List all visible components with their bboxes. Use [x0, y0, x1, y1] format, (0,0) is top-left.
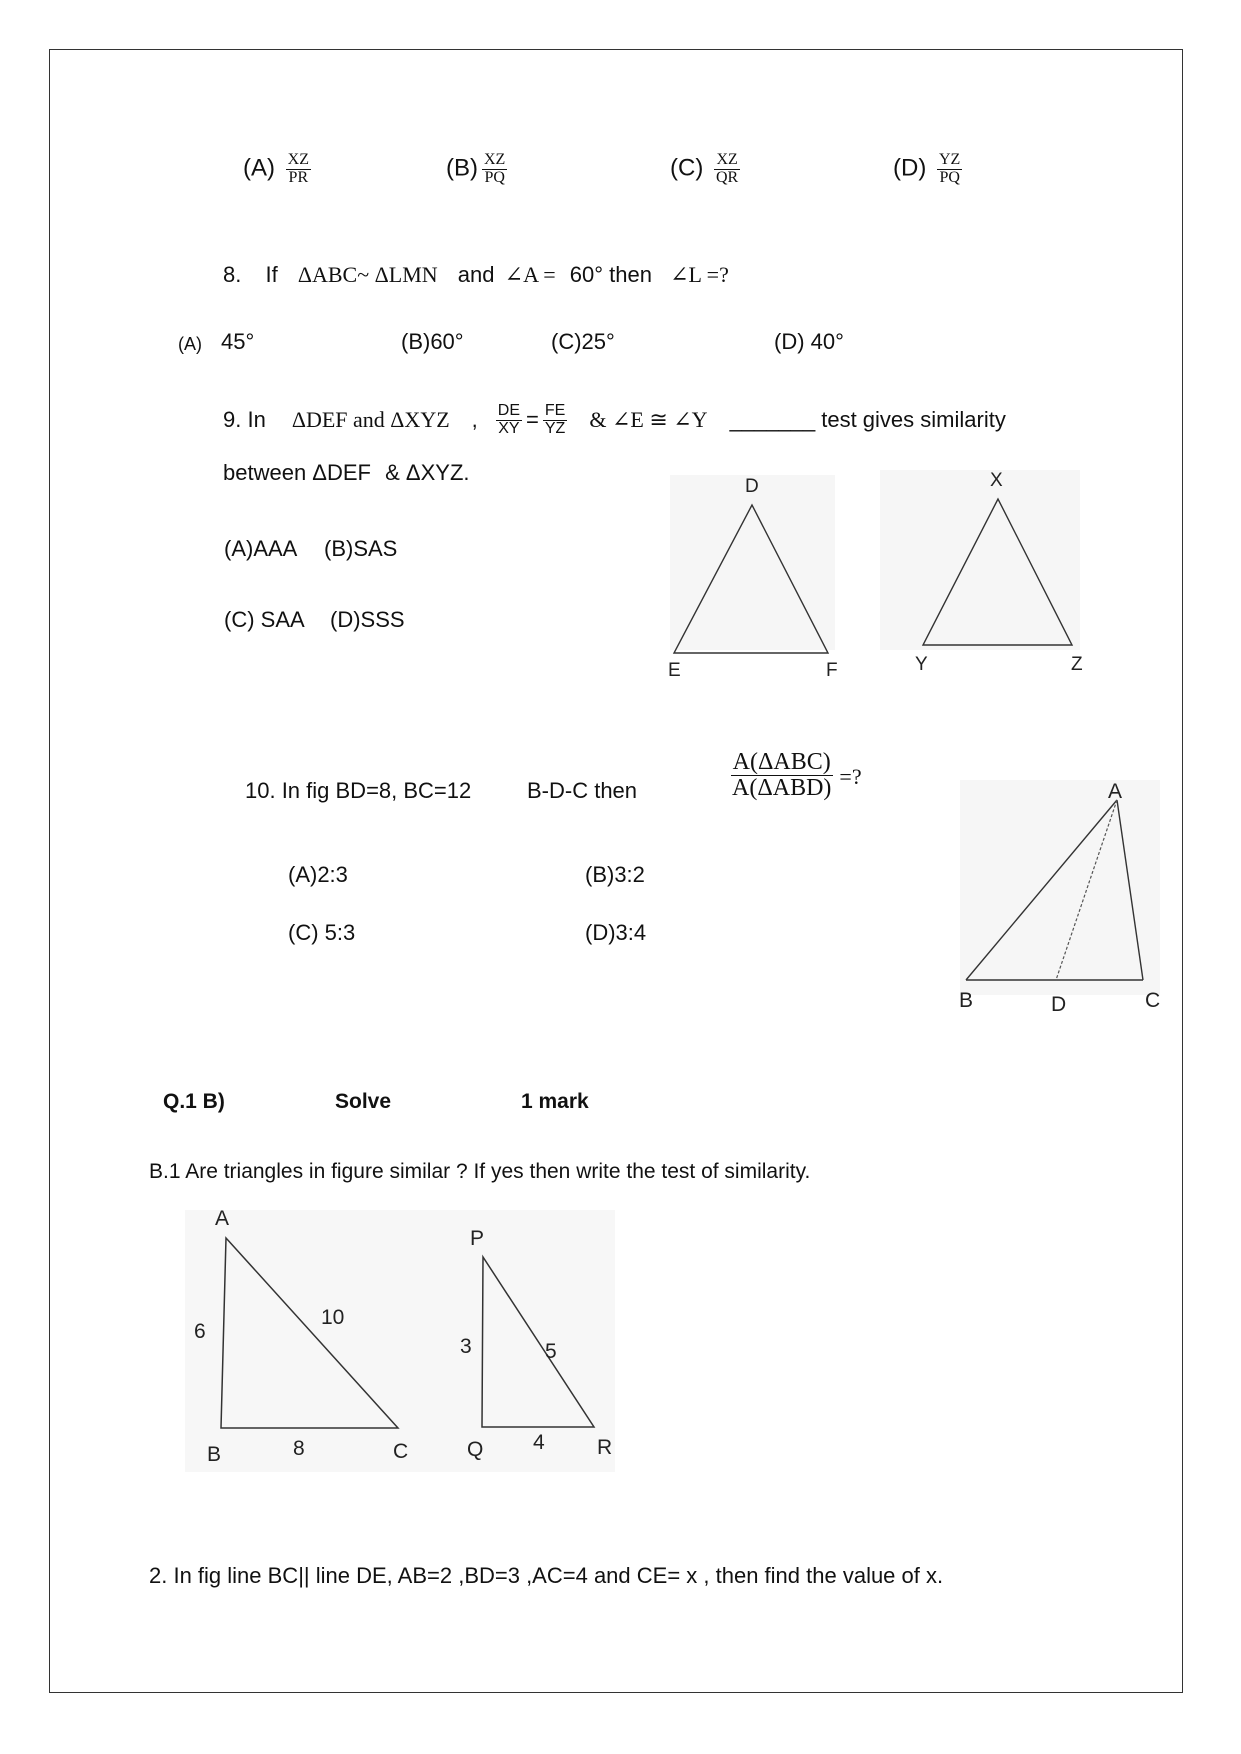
- q9-option-d: (D)SSS: [330, 607, 405, 632]
- q7-c-numerator: XZ: [716, 151, 738, 168]
- q8-stem: 8. If ΔABC~ ΔLMN and ∠A = 60° then ∠L =?: [223, 262, 729, 287]
- section-b-marks: 1 mark: [521, 1090, 589, 1113]
- q10-option-c: (C) 5:3: [288, 920, 356, 945]
- q9-frac2-den: YZ: [544, 419, 566, 437]
- side-pq-3: 3: [460, 1335, 472, 1358]
- q7-d-numerator: YZ: [939, 151, 961, 168]
- label-c: C: [1145, 989, 1161, 1012]
- q9-frac1-den: XY: [498, 419, 520, 437]
- q8-option-a-value: 45°: [221, 329, 255, 354]
- label-p: P: [470, 1227, 485, 1250]
- label-b: B: [959, 989, 974, 1012]
- label-d: D: [745, 476, 759, 497]
- q10-ratio-num: A(ΔABC): [732, 749, 831, 775]
- q9-option-a: (A)AAA: [224, 536, 298, 561]
- q8-option-b: (B)60°: [401, 329, 464, 354]
- q10-stem: 10. In fig BD=8, BC=12: [245, 778, 472, 803]
- q7-option-a: (A) $\frac{XZ}{PR}$: [243, 151, 309, 186]
- q7-b-denominator: PQ: [484, 168, 505, 186]
- q10-ratio: [730, 750, 862, 801]
- q9-stem: 9. In ΔDEF and ΔXYZ , $\frac{DE}{XY}$ = $\frac{FE}{YZ}$ & ∠E ≅ ∠Y _______ test gives similarity: [223, 402, 1006, 437]
- q9-frac1-num: DE: [497, 402, 521, 419]
- side-pr-5: 5: [545, 1340, 557, 1363]
- q9-figure: [660, 465, 1090, 685]
- b1-figure: [185, 1198, 625, 1478]
- q7-option-c: (C) $\frac{XZ}{QR}$: [670, 151, 739, 186]
- q7-option-b: (B) $\frac{XZ}{PQ}$: [446, 151, 506, 186]
- label-f: F: [826, 660, 838, 681]
- b2-question: 2. In fig line BC|| line DE, AB=2 ,BD=3 ,AC=4 and CE= x , then find the value of x.: [149, 1563, 944, 1588]
- q9-option-b: (B)SAS: [324, 536, 398, 561]
- q7-a-denominator: PR: [288, 168, 309, 186]
- side-qr-4: 4: [533, 1431, 545, 1454]
- label-c: C: [393, 1440, 409, 1463]
- q7-a-numerator: XZ: [287, 151, 309, 168]
- q8-option-d: (D) 40°: [774, 329, 844, 354]
- q7-b-numerator: XZ: [484, 151, 506, 168]
- label-e: E: [668, 660, 681, 681]
- q10-ratio-den: A(ΔABD): [732, 775, 832, 802]
- label-y: Y: [915, 654, 928, 675]
- q7-c-denominator: QR: [716, 168, 739, 186]
- label-z: Z: [1071, 654, 1083, 675]
- q8-option-c: (C)25°: [551, 329, 615, 354]
- label-r: R: [597, 1436, 613, 1459]
- label-b: B: [207, 1443, 222, 1466]
- label-d: D: [1051, 993, 1067, 1015]
- b1-question: B.1 Are triangles in figure similar ? If yes then write the test of similarity.: [149, 1160, 811, 1183]
- side-ac-10: 10: [321, 1306, 345, 1329]
- q10-bdc: B-D-C then: [527, 778, 638, 803]
- q10-option-b: (B)3:2: [585, 862, 645, 887]
- label-a: A: [1108, 780, 1123, 803]
- q10-option-d: (D)3:4: [585, 920, 647, 945]
- q7-option-d: (D) $\frac{YZ}{PQ}$: [893, 151, 961, 186]
- q9-option-c: (C) SAA: [224, 607, 305, 632]
- q10-ratio-q: =?: [839, 764, 862, 789]
- section-b-instruction: Solve: [335, 1090, 392, 1113]
- q10-option-a: (A)2:3: [288, 862, 348, 887]
- q8-option-a-label: (A): [178, 334, 202, 354]
- q9-figure-bg-def: [670, 475, 835, 650]
- label-x: X: [990, 470, 1003, 491]
- label-q: Q: [467, 1438, 484, 1461]
- q10-figure: [950, 775, 1170, 1015]
- q9-figure-bg-xyz: [880, 470, 1080, 650]
- label-a: A: [215, 1207, 230, 1230]
- q7-d-denominator: PQ: [939, 168, 960, 186]
- q9-line2: between ΔDEF & ΔXYZ.: [223, 460, 470, 485]
- side-ab-6: 6: [194, 1320, 206, 1343]
- section-b-label: Q.1 B): [163, 1090, 225, 1113]
- side-bc-8: 8: [293, 1437, 305, 1460]
- q9-frac2-num: FE: [544, 402, 566, 419]
